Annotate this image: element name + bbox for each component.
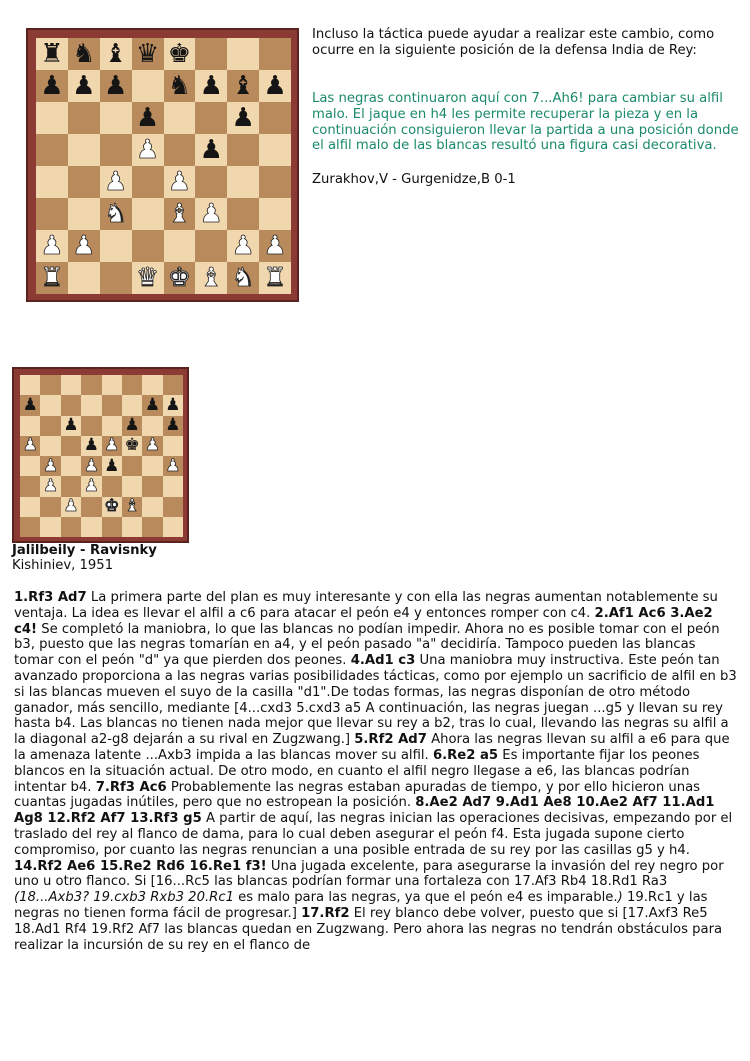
black-pawn-icon: ♟: [40, 71, 64, 101]
black-bishop-icon: ♝: [231, 71, 255, 101]
square-g6: [142, 416, 162, 436]
square-d7: [81, 395, 101, 415]
board-grid: [20, 375, 183, 537]
square-h2: [259, 230, 291, 262]
square-b5: [40, 436, 60, 456]
square-f2: [195, 230, 227, 262]
white-pawn-icon: ♟: [83, 475, 99, 496]
square-b8: [68, 38, 100, 70]
black-knight-icon: ♞: [167, 71, 192, 101]
move-sequence: 7.Rf3 Ac6: [95, 779, 167, 795]
square-f7: [122, 395, 142, 415]
square-g7: [142, 395, 162, 415]
square-e4: [164, 166, 196, 198]
white-pawn-icon: ♟: [104, 167, 128, 197]
commentary-text: Probablemente las negras estaban apuradas de tiempo, y por ello hicieron unas cuantas jugadas inútiles, pero que no estropean la posición.: [14, 779, 701, 811]
square-a3: [20, 476, 40, 496]
black-pawn-icon: ♟: [124, 415, 140, 436]
black-pawn-icon: ♟: [231, 103, 255, 133]
square-d1: [132, 262, 164, 294]
game-note: Las negras continuaron aquí con 7...Ah6! para cambiar su alfil malo. El jaque en h4 les permite recuperar la pieza y en la continuación consiguieron llevar la partida a una posición donde el alfil malo de las blancas resultó una figura casi decorativa.: [312, 91, 739, 154]
square-f6: [195, 102, 227, 134]
square-e8: [102, 375, 122, 395]
square-d7: [132, 70, 164, 102]
square-f3: [122, 476, 142, 496]
square-b5: [68, 134, 100, 166]
square-c2: [61, 497, 81, 517]
square-c2: [100, 230, 132, 262]
square-b8: [40, 375, 60, 395]
square-d4: [132, 166, 164, 198]
white-pawn-icon: ♟: [72, 231, 96, 261]
white-pawn-icon: ♟: [135, 135, 160, 165]
square-d1: [81, 517, 101, 537]
square-h2: [163, 497, 183, 517]
chess-board-diagram-1: [26, 28, 299, 302]
variation-text: ): [617, 890, 623, 906]
square-c3: [100, 198, 132, 230]
intro-paragraph: Incluso la táctica puede ayudar a realizar este cambio, como ocurre en la siguiente posición de la defensa India de Rey:: [312, 27, 715, 58]
square-e7: [102, 395, 122, 415]
black-pawn-icon: ♟: [104, 455, 120, 476]
square-g4: [142, 456, 162, 476]
square-f5: [195, 134, 227, 166]
square-b6: [68, 102, 100, 134]
square-h7: [163, 395, 183, 415]
variation-text: (18...Axb3? 19.cxb3 Rxb3 20.Rc1: [14, 890, 234, 906]
black-pawn-icon: ♟: [263, 71, 287, 101]
square-b7: [68, 70, 100, 102]
black-pawn-icon: ♟: [72, 71, 96, 101]
black-rook-icon: ♜: [40, 39, 64, 69]
square-c8: [61, 375, 81, 395]
square-e3: [164, 198, 196, 230]
square-g2: [227, 230, 259, 262]
game-place: Kishiniev, 1951: [12, 558, 114, 573]
square-e1: [164, 262, 196, 294]
square-h6: [259, 102, 291, 134]
square-h6: [163, 416, 183, 436]
square-b1: [40, 517, 60, 537]
square-g3: [142, 476, 162, 496]
square-c6: [100, 102, 132, 134]
black-bishop-icon: ♝: [104, 39, 128, 69]
square-f8: [122, 375, 142, 395]
square-h1: [259, 262, 291, 294]
white-pawn-icon: ♟: [42, 475, 59, 496]
square-b7: [40, 395, 60, 415]
move-sequence: 4.Ad1 c3: [350, 653, 416, 669]
commentary-text: es malo para las negras, ya que el peón e4 es imparable.: [233, 890, 618, 906]
white-queen-icon: ♛: [135, 263, 160, 293]
square-g7: [227, 70, 259, 102]
square-b6: [40, 416, 60, 436]
commentary-text: Una maniobra muy instructiva. Este peón tan avanzado proporciona a las negras varias posibilidades tácticas, como por ejemplo un sacrificio de alfil en b3 si las blancas mueven el suyo de la casilla "d1".De todas formas, las negras disponían de otro método ganador, más sencillo, mediante [4...cxd3 5.cxd3 a5 A continuación, las negras juegan ...g5 y llevan su rey hasta b4. Las blancas no tienen nada mejor que llevar su rey a b2, tras lo cual, llevando las negras su alfil a la diagonal a2-g8 dejarán a su rival en Zugzwang.]: [14, 653, 737, 748]
white-pawn-icon: ♟: [83, 455, 99, 476]
black-pawn-icon: ♟: [144, 394, 161, 415]
square-a4: [20, 456, 40, 476]
square-d8: [132, 38, 164, 70]
square-d3: [132, 198, 164, 230]
commentary-text: 19.Rc1 y las negras no tienen forma fácil de progresar.]: [14, 890, 708, 921]
move-sequence: 14.Rf2 Ae6 15.Re2 Rd6 16.Re1 f3!: [14, 858, 267, 874]
square-c4: [61, 456, 81, 476]
square-e6: [102, 416, 122, 436]
square-a7: [20, 395, 40, 415]
white-king-icon: ♚: [167, 263, 192, 293]
square-d6: [81, 416, 101, 436]
square-a6: [20, 416, 40, 436]
move-sequence: 6.Re2 a5: [432, 747, 499, 763]
square-h7: [259, 70, 291, 102]
white-pawn-icon: ♟: [144, 435, 161, 456]
game-annotation: [14, 590, 739, 953]
square-h8: [163, 375, 183, 395]
commentary-text: Se completó la maniobra, lo que las blancas no podían impedir. Ahora no es posible tomar con el peón b3, puesto que las negras tomarían en a4, y el peón pasado "a" decidiría. Tampoco pueden las blancas tomar con el peón "d" ya que pierden dos peones.: [14, 621, 720, 669]
white-knight-icon: ♞: [231, 263, 255, 293]
square-a2: [20, 497, 40, 517]
square-c1: [100, 262, 132, 294]
square-e1: [102, 517, 122, 537]
square-h5: [259, 134, 291, 166]
commentary-text: Una jugada excelente, para asegurarse la invasión del rey negro por uno u otro flanco. Si [16...Rc5 las blancas podrían formar una fortaleza con 17.Af3 Rb4 18.Rd1 Ra3: [14, 858, 724, 890]
black-pawn-icon: ♟: [165, 394, 181, 415]
white-pawn-icon: ♟: [40, 231, 64, 261]
white-bishop-icon: ♝: [167, 199, 192, 229]
white-pawn-icon: ♟: [104, 435, 120, 456]
square-a2: [36, 230, 68, 262]
square-g4: [227, 166, 259, 198]
square-h3: [259, 198, 291, 230]
square-f1: [122, 517, 142, 537]
square-a4: [36, 166, 68, 198]
square-b2: [68, 230, 100, 262]
square-f4: [195, 166, 227, 198]
game-title: Jalilbeily - Ravisnky: [12, 543, 157, 558]
square-c3: [61, 476, 81, 496]
square-c5: [61, 436, 81, 456]
square-f6: [122, 416, 142, 436]
commentary-text: El rey blanco debe volver, puesto que si [17.Axf3 Re5 18.Ad1 Rf4 19.Rf2 Af7 las blancas quedan en Zugzwang. Pero ahora las negras no tendrán obstáculos para realizar la incursión de su rey en el flanco de: [14, 905, 723, 953]
black-knight-icon: ♞: [72, 39, 96, 69]
square-e7: [164, 70, 196, 102]
square-h1: [163, 517, 183, 537]
black-pawn-icon: ♟: [104, 71, 128, 101]
square-g1: [142, 517, 162, 537]
white-bishop-icon: ♝: [124, 496, 140, 517]
white-rook-icon: ♜: [40, 263, 64, 293]
commentary-text: La primera parte del plan es muy interesante y con ella las negras aumentan notablemente su ventaja. La idea es llevar el alfil a c6 para atacar el peón e4 y entonces romper con c4.: [14, 590, 718, 621]
square-e4: [102, 456, 122, 476]
square-c1: [61, 517, 81, 537]
square-g3: [227, 198, 259, 230]
move-sequence: 1.Rf3 Ad7: [14, 590, 87, 605]
white-pawn-icon: ♟: [165, 455, 181, 476]
commentary-text: Ahora las negras llevan su alfil a e6 para que la amenaza latente ...Axb3 impida a las blancas mover su alfil.: [14, 732, 730, 763]
square-c4: [100, 166, 132, 198]
white-pawn-icon: ♟: [231, 231, 255, 261]
square-e3: [102, 476, 122, 496]
square-c7: [100, 70, 132, 102]
square-f7: [195, 70, 227, 102]
square-b3: [68, 198, 100, 230]
square-f4: [122, 456, 142, 476]
square-b1: [68, 262, 100, 294]
square-g8: [227, 38, 259, 70]
square-c7: [61, 395, 81, 415]
square-e5: [164, 134, 196, 166]
black-pawn-icon: ♟: [22, 394, 38, 415]
square-a6: [36, 102, 68, 134]
black-king-icon: ♚: [167, 39, 192, 69]
black-pawn-icon: ♟: [135, 103, 160, 133]
square-d6: [132, 102, 164, 134]
black-king-icon: ♚: [124, 435, 140, 456]
black-pawn-icon: ♟: [63, 415, 79, 436]
black-pawn-icon: ♟: [199, 135, 223, 165]
square-g2: [142, 497, 162, 517]
square-d5: [81, 436, 101, 456]
square-g5: [227, 134, 259, 166]
square-f8: [195, 38, 227, 70]
square-f1: [195, 262, 227, 294]
square-g8: [142, 375, 162, 395]
square-g5: [142, 436, 162, 456]
commentary-text: A partir de aquí, las negras inician las operaciones decisivas, empezando por el traslado del rey al flanco de dama, para lo cual deben asegurar el peón f4. Esta jugada supone cierto compromiso, por cuanto las negras renuncian a una posible entrada de su rey por las casillas g5 y h4.: [14, 811, 733, 858]
move-sequence: 17.Rf2: [301, 905, 350, 921]
square-a3: [36, 198, 68, 230]
game-reference: Zurakhov,V - Gurgenidze,B 0-1: [312, 172, 516, 187]
square-d4: [81, 456, 101, 476]
white-bishop-icon: ♝: [199, 263, 223, 293]
black-pawn-icon: ♟: [83, 435, 99, 456]
white-rook-icon: ♜: [263, 263, 287, 293]
square-a1: [20, 517, 40, 537]
square-a5: [20, 436, 40, 456]
square-c8: [100, 38, 132, 70]
chess-board-diagram-2: [12, 367, 189, 543]
square-b4: [40, 456, 60, 476]
square-f3: [195, 198, 227, 230]
square-h5: [163, 436, 183, 456]
move-sequence: 2.Af1 Ac6 3.Ae2 c4!: [14, 605, 713, 637]
square-b3: [40, 476, 60, 496]
white-pawn-icon: ♟: [42, 455, 59, 476]
white-knight-icon: ♞: [104, 199, 128, 229]
square-e2: [164, 230, 196, 262]
move-sequence: 8.Ae2 Ad7 9.Ad1 Ae8 10.Ae2 Af7 11.Ad1 Ag8 12.Rf2 Af7 13.Rf3 g5: [14, 795, 715, 827]
square-h3: [163, 476, 183, 496]
black-pawn-icon: ♟: [165, 415, 181, 436]
square-h4: [259, 166, 291, 198]
square-d2: [132, 230, 164, 262]
square-g6: [227, 102, 259, 134]
square-d8: [81, 375, 101, 395]
square-h8: [259, 38, 291, 70]
white-king-icon: ♚: [104, 496, 120, 517]
square-e6: [164, 102, 196, 134]
square-c5: [100, 134, 132, 166]
white-pawn-icon: ♟: [263, 231, 287, 261]
square-f5: [122, 436, 142, 456]
white-pawn-icon: ♟: [63, 496, 79, 517]
square-h4: [163, 456, 183, 476]
square-f2: [122, 497, 142, 517]
square-d2: [81, 497, 101, 517]
black-queen-icon: ♛: [135, 39, 160, 69]
board-grid: [36, 38, 291, 294]
square-d5: [132, 134, 164, 166]
square-c6: [61, 416, 81, 436]
move-sequence: 5.Rf2 Ad7: [354, 732, 427, 748]
black-pawn-icon: ♟: [199, 71, 223, 101]
square-a1: [36, 262, 68, 294]
square-d3: [81, 476, 101, 496]
white-pawn-icon: ♟: [199, 199, 223, 229]
square-b4: [68, 166, 100, 198]
square-a5: [36, 134, 68, 166]
white-pawn-icon: ♟: [22, 435, 38, 456]
white-pawn-icon: ♟: [167, 167, 192, 197]
square-g1: [227, 262, 259, 294]
square-a8: [36, 38, 68, 70]
square-b2: [40, 497, 60, 517]
square-a8: [20, 375, 40, 395]
square-e2: [102, 497, 122, 517]
square-e5: [102, 436, 122, 456]
square-a7: [36, 70, 68, 102]
square-e8: [164, 38, 196, 70]
commentary-text: Es importante fijar los peones blancos en la situación actual. De otro modo, en cuanto el alfil negro llegase a e6, las blancas podrían intentar b4.: [14, 747, 700, 795]
